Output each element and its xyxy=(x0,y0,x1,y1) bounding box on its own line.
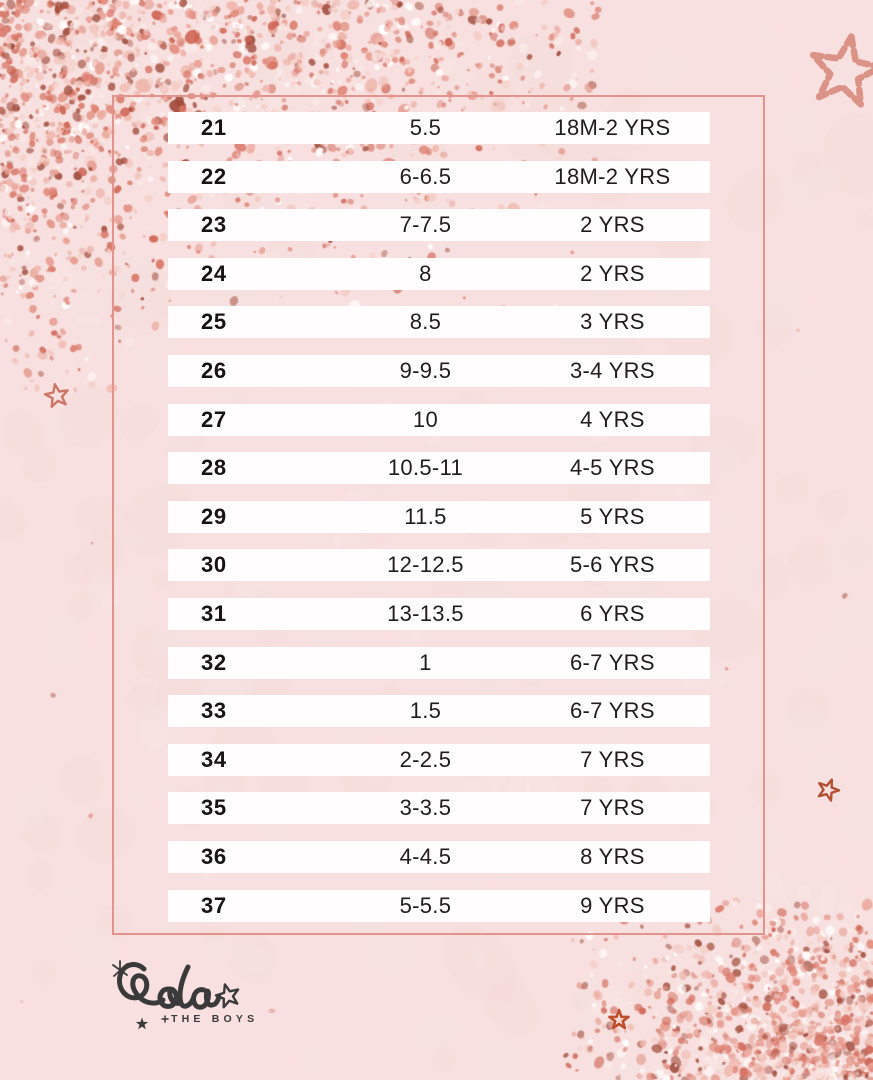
cell-us-size: 6-6.5 xyxy=(399,163,452,189)
cell-age: 4 YRS xyxy=(580,406,645,432)
cell-eu-size: 25 xyxy=(201,309,227,335)
brand-logo xyxy=(108,952,283,1044)
cell-eu-size: 26 xyxy=(201,357,227,383)
cell-age: 3 YRS xyxy=(580,309,645,335)
cell-us-size: 10 xyxy=(412,406,438,432)
table-row xyxy=(168,209,710,241)
cell-us-size: 13-13.5 xyxy=(387,600,464,626)
cell-age: 6-7 YRS xyxy=(570,698,655,724)
cell-age: 2 YRS xyxy=(580,212,645,238)
cell-age: 4-5 YRS xyxy=(570,455,655,481)
cell-eu-size: 30 xyxy=(201,552,227,578)
cell-us-size: 8 xyxy=(419,260,432,286)
cell-age: 7 YRS xyxy=(580,795,645,821)
cell-age: 9 YRS xyxy=(580,892,645,918)
cell-us-size: 9-9.5 xyxy=(399,357,452,383)
cell-us-size: 5.5 xyxy=(409,115,442,140)
table-row xyxy=(168,355,710,387)
table-row xyxy=(168,258,710,290)
cell-eu-size: 24 xyxy=(201,260,227,286)
table-row xyxy=(168,452,710,484)
lola-script-logo xyxy=(108,952,283,1044)
table-row xyxy=(168,695,710,727)
table-row xyxy=(168,549,710,581)
cell-eu-size: 28 xyxy=(201,455,227,481)
cell-age: 5-6 YRS xyxy=(570,552,655,578)
cell-eu-size: 23 xyxy=(201,212,227,238)
cell-us-size: 11.5 xyxy=(404,503,447,529)
cell-age: 8 YRS xyxy=(580,843,645,869)
table-row xyxy=(168,792,710,824)
table-row xyxy=(168,841,710,873)
table-row xyxy=(168,890,710,922)
plus-icon xyxy=(162,1016,168,1022)
cell-us-size: 1 xyxy=(419,649,432,675)
cell-eu-size: 34 xyxy=(201,746,227,772)
cell-us-size: 10.5-11 xyxy=(387,455,463,481)
cell-us-size: 5-5.5 xyxy=(399,892,452,918)
table-row xyxy=(168,404,710,436)
glitter-star-icon xyxy=(813,37,873,105)
cell-age: 7 YRS xyxy=(580,746,645,772)
table-row xyxy=(168,744,710,776)
logo-filled-star-icon xyxy=(136,1018,148,1030)
size-table xyxy=(168,112,710,922)
table-row xyxy=(168,598,710,630)
cell-us-size: 7-7.5 xyxy=(399,212,452,238)
cell-eu-size: 37 xyxy=(201,892,227,918)
table-row xyxy=(168,112,710,144)
cell-eu-size: 29 xyxy=(201,503,227,529)
cell-age: 6-7 YRS xyxy=(570,649,655,675)
cell-eu-size: 33 xyxy=(201,698,227,724)
cell-age: 2 YRS xyxy=(580,260,645,286)
cell-age: 3-4 YRS xyxy=(570,357,655,383)
table-row xyxy=(168,306,710,338)
table-row xyxy=(168,161,710,193)
lola-script-text xyxy=(119,965,219,1008)
cell-eu-size: 22 xyxy=(201,163,227,189)
table-row xyxy=(168,501,710,533)
cell-us-size: 8.5 xyxy=(409,309,442,335)
cell-eu-size: 27 xyxy=(201,406,227,432)
cell-age: 18M-2 YRS xyxy=(554,163,671,189)
cell-us-size: 1.5 xyxy=(409,698,442,724)
cell-eu-size: 21 xyxy=(201,115,227,140)
cell-us-size: 3-3.5 xyxy=(399,795,452,821)
star-doodle-icon xyxy=(819,780,839,801)
cell-us-size: 4-4.5 xyxy=(399,843,452,869)
star-outline-bottom-icon xyxy=(610,1010,629,1028)
logo-star-outline-icon xyxy=(216,984,238,1007)
cell-eu-size: 36 xyxy=(201,843,227,869)
cell-eu-size: 35 xyxy=(201,795,227,821)
cell-eu-size: 32 xyxy=(201,649,227,675)
cell-age: 18M-2 YRS xyxy=(554,115,671,140)
cell-age: 5 YRS xyxy=(580,503,645,529)
table-row xyxy=(168,647,710,679)
cell-us-size: 12-12.5 xyxy=(387,552,464,578)
cell-age: 6 YRS xyxy=(580,600,645,626)
brand-logo-subtext: THE BOYS xyxy=(171,1013,259,1025)
cell-us-size: 2-2.5 xyxy=(399,746,452,772)
star-outline-icon xyxy=(45,384,68,407)
cell-eu-size: 31 xyxy=(201,600,227,626)
